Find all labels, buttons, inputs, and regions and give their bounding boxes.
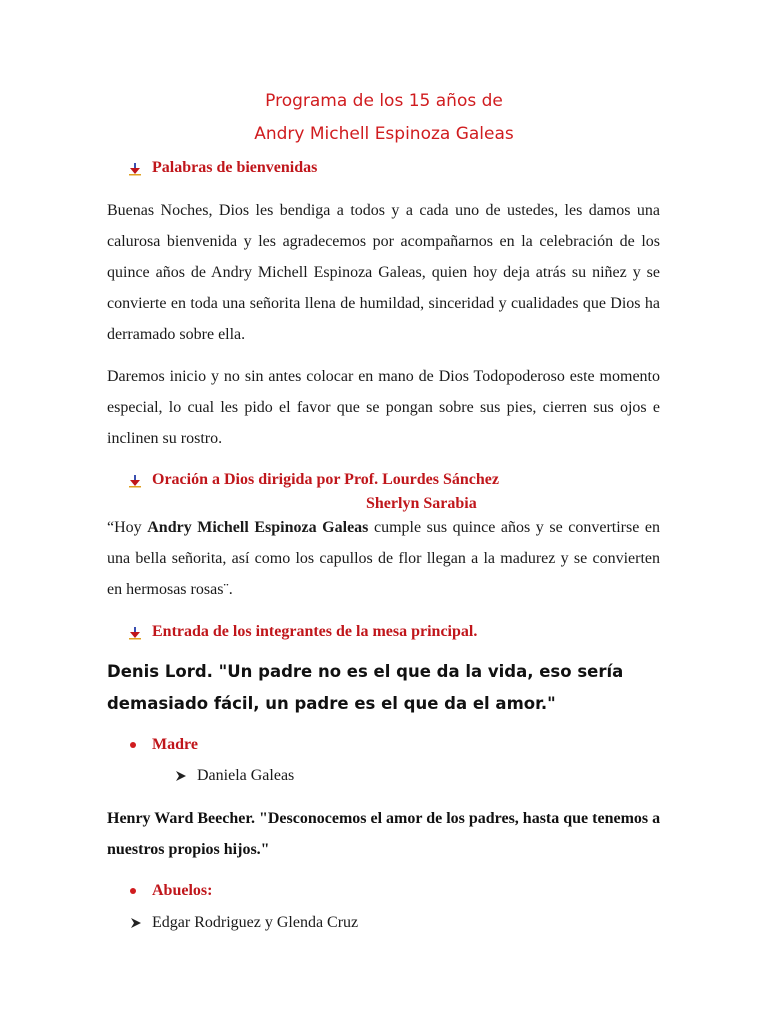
- section-heading-prayer-label: Oración a Dios dirigida por Prof. Lourdes Sánchez: [152, 471, 499, 488]
- list-item-madre: [130, 735, 198, 755]
- section-heading-welcome: [128, 158, 317, 178]
- prayer-quote-rest: cumple sus quince años y se convertirse en una bella señorita, así como los capullos de flor llegan a la madurez y se convierten en hermosas rosas¨.: [107, 519, 661, 598]
- welcome-paragraph-2: Daremos inicio y no sin antes colocar en mano de Dios Todopoderoso este momento especial, lo cual les pido el favor que se pongan sobre sus pies, cierren sus ojos e inclinen su rostro.: [107, 368, 660, 447]
- section-heading-prayer-line2: Sherlyn Sarabia: [366, 495, 477, 512]
- arrowhead-icon: [175, 770, 187, 782]
- madre-label: Madre: [152, 736, 198, 753]
- sub-item-abuelos: [130, 913, 358, 933]
- welcome-paragraph-1: Buenas Noches, Dios les bendiga a todos y a cada uno de ustedes, les damos una calurosa bienvenida y les agradecemos por acompañarnos en la celebración de los quince años de Andry Michell Espinoza Galeas, quien hoy deja atrás su niñez y se convierte en toda una señorita llena de humildad, sinceridad y cualidades que Dios ha derramado sobre ella.: [107, 202, 660, 343]
- list-item-abuelos: [130, 881, 212, 901]
- document-title-line1: Programa de los 15 años de: [265, 91, 503, 111]
- arrowhead-icon: [130, 917, 142, 929]
- section-heading-prayer: [128, 470, 499, 490]
- sub-item-daniela: [175, 766, 294, 786]
- daniela-name: Daniela Galeas: [197, 767, 295, 784]
- section-heading-entrance: [128, 622, 477, 642]
- abuelos-names: Edgar Rodriguez y Glenda Cruz: [152, 914, 359, 931]
- arrow-down-bullet-icon: [128, 626, 142, 640]
- arrow-down-bullet-icon: [128, 474, 142, 488]
- arrow-down-bullet-icon: [128, 162, 142, 176]
- prayer-paragraph: [107, 512, 660, 605]
- red-dot-icon: [130, 742, 136, 748]
- document-title-line2: Andry Michell Espinoza Galeas: [254, 124, 514, 144]
- red-dot-icon: [130, 888, 136, 894]
- prayer-quote-open: “Hoy: [107, 519, 148, 536]
- prayer-quote-name: Andry Michell Espinoza Galeas: [147, 519, 369, 536]
- abuelos-label: Abuelos:: [152, 882, 213, 899]
- quote-henry-ward-beecher: Henry Ward Beecher. "Desconocemos el amor de los padres, hasta que tenemos a nuestros propios hijos.": [107, 810, 661, 858]
- quote-denis-lord: Denis Lord. "Un padre no es el que da la vida, eso sería demasiado fácil, un padre es el que da el amor.": [107, 662, 624, 713]
- section-heading-welcome-label: Palabras de bienvenidas: [152, 159, 318, 176]
- section-heading-entrance-label: Entrada de los integrantes de la mesa principal.: [152, 623, 478, 640]
